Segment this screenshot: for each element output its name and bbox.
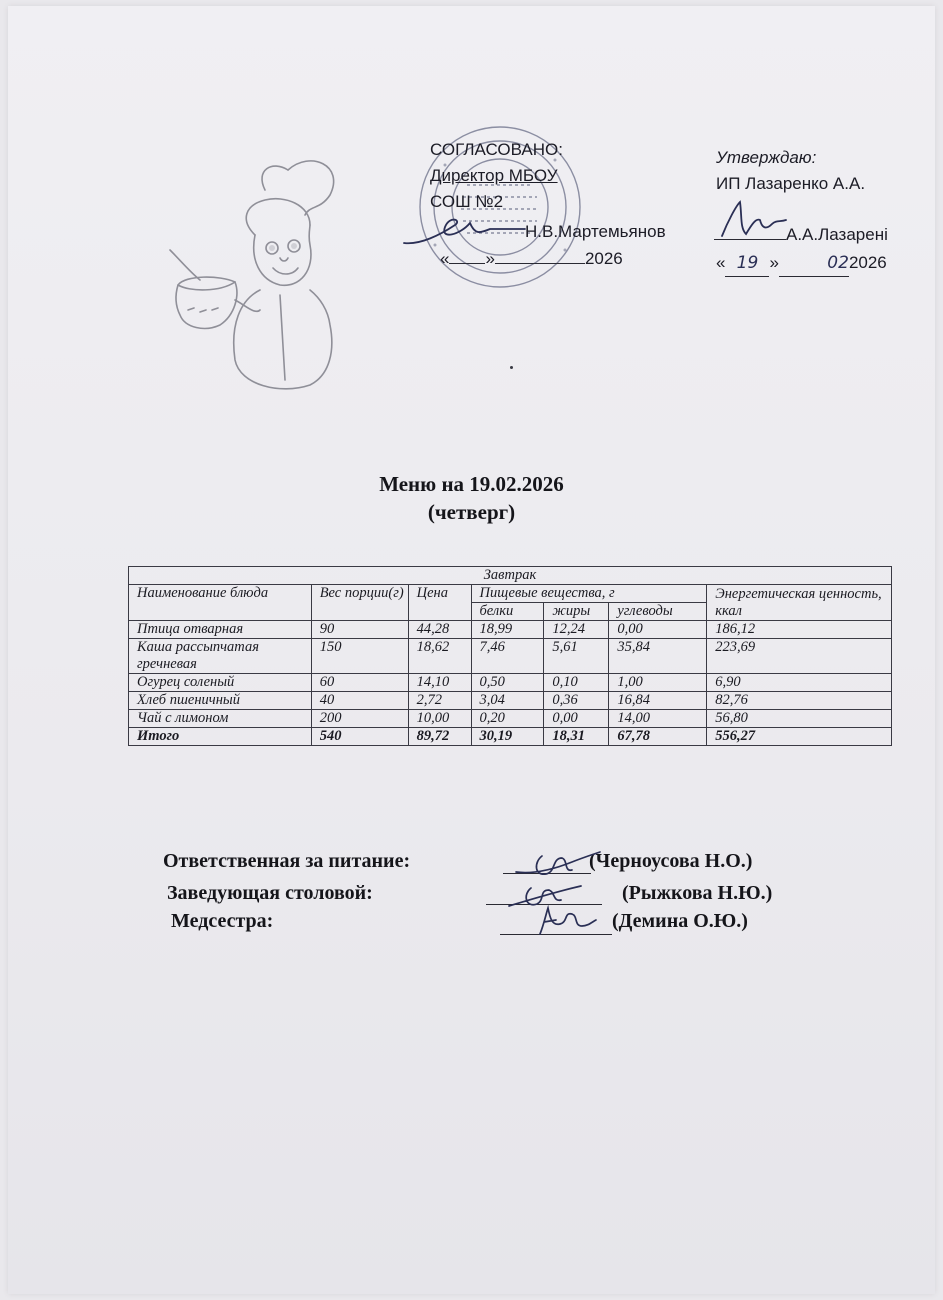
- nutrition-signature: [512, 846, 602, 882]
- cell-fat: 0,10: [544, 674, 609, 692]
- responsible-role: Медсестра:: [171, 910, 274, 932]
- menu-date-title: Меню на 19.02.2026: [379, 472, 564, 496]
- cell-price: 44,28: [408, 621, 471, 639]
- total-weight: 540: [311, 728, 408, 746]
- cell-protein: 0,50: [471, 674, 544, 692]
- agreed-position: Директор МБОУ: [430, 166, 558, 185]
- responsible-role: Заведующая столовой:: [167, 882, 373, 904]
- menu-table: [128, 566, 892, 746]
- approved-date-close: »: [769, 253, 779, 272]
- cell-protein: 0,20: [471, 710, 544, 728]
- header-carbs: углеводы: [609, 603, 707, 621]
- cell-protein: 7,46: [471, 639, 544, 674]
- total-carbs: 67,78: [609, 728, 707, 746]
- dot-mark: [510, 366, 513, 369]
- cell-protein: 18,99: [471, 621, 544, 639]
- agreed-heading: СОГЛАСОВАНО:: [430, 140, 563, 159]
- cell-weight: 90: [311, 621, 408, 639]
- table-total-row: [129, 728, 892, 746]
- cell-carbs: 35,84: [609, 639, 707, 674]
- total-fat: 18,31: [544, 728, 609, 746]
- agreed-signature-line: [525, 219, 666, 245]
- menu-day-title: (четверг): [427, 500, 516, 524]
- approved-date-line: [716, 250, 887, 277]
- cell-carbs: 16,84: [609, 692, 707, 710]
- cell-carbs: 1,00: [609, 674, 707, 692]
- meal-caption: Завтрак: [129, 567, 892, 585]
- cell-carbs: 14,00: [609, 710, 707, 728]
- cell-energy: 56,80: [707, 710, 892, 728]
- cell-price: 2,72: [408, 692, 471, 710]
- table-header-row: [129, 585, 892, 603]
- table-row: [129, 692, 892, 710]
- header-name: Наименование блюда: [129, 585, 312, 621]
- cell-fat: 0,36: [544, 692, 609, 710]
- responsible-person: (Демина О.Ю.): [612, 910, 748, 932]
- table-row: [129, 674, 892, 692]
- header-energy: Энергетическая ценность, ккал: [707, 585, 892, 621]
- total-protein: 30,19: [471, 728, 544, 746]
- cell-fat: 5,61: [544, 639, 609, 674]
- responsible-role: Ответственная за питание:: [163, 850, 411, 872]
- approved-block: [716, 145, 865, 197]
- approver-signature: [716, 196, 791, 244]
- table-row: [129, 710, 892, 728]
- agreed-school: СОШ №2: [430, 192, 504, 211]
- cell-name: Каша рассыпчатая гречневая: [129, 639, 312, 674]
- approved-date-open: «: [716, 253, 726, 272]
- approved-company: ИП Лазаренко А.А.: [716, 174, 866, 193]
- header-price: Цена: [408, 585, 471, 621]
- table-row: [129, 639, 892, 674]
- header-protein: белки: [471, 603, 544, 621]
- cell-energy: 223,69: [707, 639, 892, 674]
- approved-year: 2026: [848, 253, 887, 272]
- cell-protein: 3,04: [471, 692, 544, 710]
- cell-energy: 186,12: [707, 621, 892, 639]
- cell-fat: 12,24: [544, 621, 609, 639]
- cell-name: Хлеб пшеничный: [129, 692, 312, 710]
- table-row: [129, 621, 892, 639]
- cell-energy: 6,90: [707, 674, 892, 692]
- cell-weight: 40: [311, 692, 408, 710]
- cell-name: Птица отварная: [129, 621, 312, 639]
- agreed-block: [430, 137, 563, 215]
- cell-carbs: 0,00: [609, 621, 707, 639]
- cell-weight: 200: [311, 710, 408, 728]
- responsible-person: (Рыжкова Н.Ю.): [622, 882, 773, 904]
- cell-name: Чай с лимоном: [129, 710, 312, 728]
- cell-price: 10,00: [408, 710, 471, 728]
- approved-month: 02: [779, 250, 849, 277]
- agreed-signer: Н.В.Мартемьянов: [525, 222, 666, 241]
- agreed-year: 2026: [584, 249, 623, 268]
- header-weight: Вес порции(г): [311, 585, 408, 621]
- total-price: 89,72: [408, 728, 471, 746]
- chef-illustration: [160, 150, 345, 395]
- total-label: Итого: [129, 728, 312, 746]
- cell-price: 14,10: [408, 674, 471, 692]
- approved-signer: А.А.Лазарені: [786, 225, 888, 244]
- director-signature: [400, 205, 530, 255]
- responsible-person: (Черноусова Н.О.): [589, 850, 753, 872]
- cell-fat: 0,00: [544, 710, 609, 728]
- approved-heading: Утверждаю:: [716, 148, 817, 167]
- cell-weight: 60: [311, 674, 408, 692]
- agreed-date-close: »: [485, 249, 495, 268]
- cell-energy: 82,76: [707, 692, 892, 710]
- header-fat: жиры: [544, 603, 609, 621]
- approved-day: 19: [725, 250, 769, 277]
- nurse-signature: [530, 904, 600, 938]
- agreed-date-open: «: [440, 249, 450, 268]
- menu-title: [0, 470, 943, 526]
- total-energy: 556,27: [707, 728, 892, 746]
- cell-price: 18,62: [408, 639, 471, 674]
- cell-weight: 150: [311, 639, 408, 674]
- header-nutrients: Пищевые вещества, г: [471, 585, 707, 603]
- cell-name: Огурец соленый: [129, 674, 312, 692]
- table-caption-row: [129, 567, 892, 585]
